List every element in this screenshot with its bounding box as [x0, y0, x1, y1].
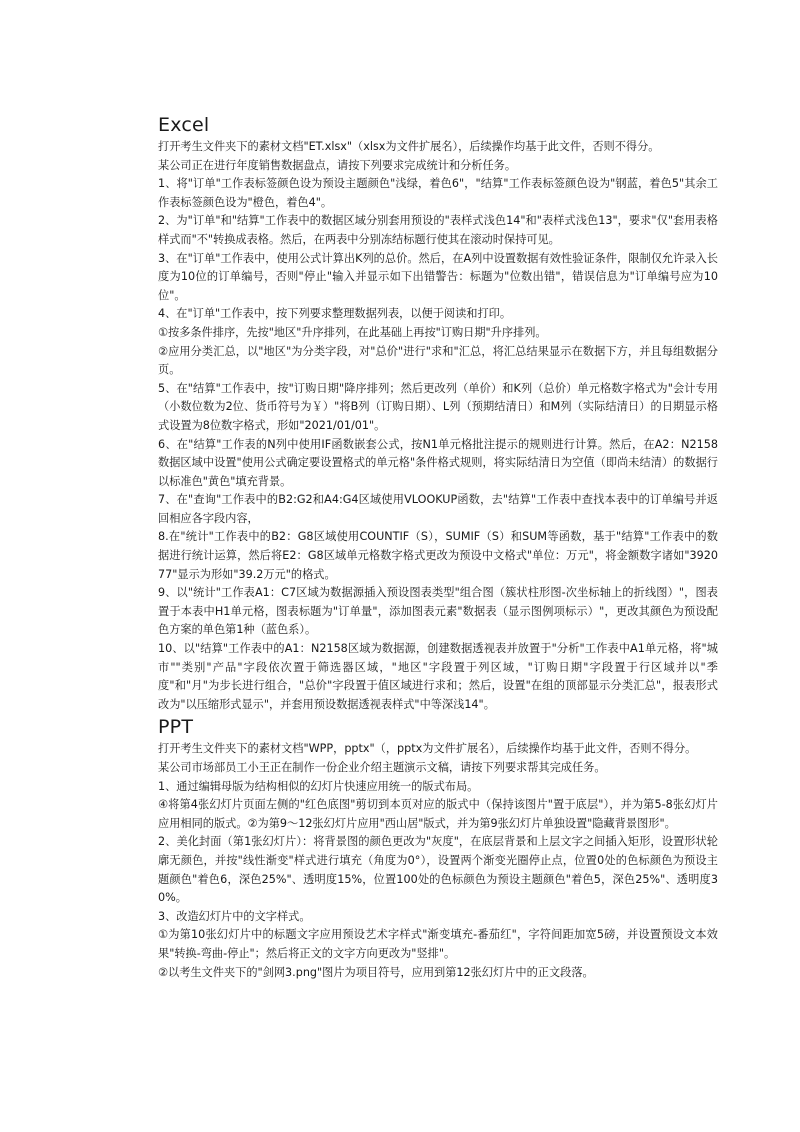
excel-paragraph: 10、以"结算"工作表中的A1：N2158区域为数据源，创建数据透视表并放置于"分析"工作表中A1单元格，将"城市""类别"产品"字段依次置于筛选器区域，"地区"字段置于列区域，"订购日期"字段置于行区域并以"季度"和"月"为步长进行组合，"总价"字段置于值区域进行求和；然后，设置"在组的顶部显示分类汇总"，报表形式改为"以压缩形式显示"，并套用预设数据透视表样式"中等深浅14"。 [158, 642, 718, 711]
excel-paragraph: 6、在"结算"工作表的N列中使用IF函数嵌套公式，按N1单元格批注提示的规则进行计算。然后，在A2：N2158数据区域中设置"使用公式确定要设置格式的单元格"条件格式规则，将实际结清日为空值（即尚未结清）的数据行以标准色"黄色"填充背景。 [158, 437, 718, 488]
ppt-paragraph: 1、通过编辑母版为结构相似的幻灯片快速应用统一的版式布局。 [158, 779, 479, 793]
excel-paragraph: ②应用分类汇总，以"地区"为分类字段，对"总价"进行"求和"汇总，将汇总结果显示在数据下方，并且每组数据分页。 [158, 344, 718, 377]
excel-paragraph: 1、将"订单"工作表标签颜色设为预设主题颜色"浅绿，着色6"，"结算"工作表标签颜色设为"钢蓝，着色5"其余工作表标签颜色设为"橙色，着色4"。 [158, 177, 718, 209]
excel-section-title: Excel [158, 114, 210, 136]
document-body [158, 112, 718, 982]
ppt-paragraph: 某公司市场部员工小王正在制作一份企业介绍主题演示文稿，请按下列要求帮其完成任务。 [158, 761, 606, 774]
excel-paragraph: 某公司正在进行年度销售数据盘点，请按下列要求完成统计和分析任务。 [158, 158, 517, 172]
excel-paragraph: 8.在"统计"工作表中的B2：G8区域使用COUNTIF（S），SUMIF（S）和SUM等函数，基于"结算"工作表中的数据进行统计运算，然后将E2：G8区域单元格数字格式更改为预设中文格式"单位：万元"，将金额数字诸如"392077"显示为形如"39.2万元"的格式。 [158, 530, 718, 581]
ppt-paragraph: 2、美化封面（第1张幻灯片）：将背景图的颜色更改为"灰度"，在底层背景和上层文字之间插入矩形，设置形状轮廓无颜色，并按"线性渐变"样式进行填充（角度为0°），设置两个渐变光圈停止点，位置0处的色标颜色为预设主题颜色"着色6，深色25%"、透明度15%，位置100处的色标颜色为预设主题颜色"着色5，深色25%"、透明度30%。 [158, 835, 718, 905]
ppt-section-title: PPT [158, 716, 194, 739]
ppt-paragraph: ②以考生文件夹下的"剑网3.png"图片为项目符号，应用到第12张幻灯片中的正文段落。 [158, 965, 594, 979]
excel-paragraph: 7、在"查询"工作表中的B2:G2和A4:G4区域使用VLOOKUP函数，去"结算"工作表中查找本表中的订单编号并返回相应各字段内容， [158, 493, 718, 525]
ppt-paragraph: 打开考生文件夹下的素材文档"WPP，pptx"（，pptx为文件扩展名），后续操作均基于此文件，否则不得分。 [158, 742, 697, 756]
ppt-paragraph: ①为第10张幻灯片中的标题文字应用预设艺术字样式"渐变填充-番茄红"，字符间距加宽5磅，并设置预设文本效果"转换-弯曲-停止"；然后将正文的文字方向更改为"竖排"。 [158, 928, 718, 960]
excel-paragraph: 2、为"订单"和"结算"工作表中的数据区域分别套用预设的"表样式浅色14"和"表样式浅色13"，要求"仅"套用表格样式而"不"转换成表格。然后，在两表中分别冻结标题行使其在滚动时保持可见。 [158, 214, 718, 246]
excel-paragraph: 9、以"统计"工作表A1：C7区域为数据源插入预设图表类型"组合图（簇状柱形图-次坐标轴上的折线图）"，图表置于本表中H1单元格，图表标题为"订单量"，添加图表元素"数据表（显示图例项标示）"，更改其颜色为预设配色方案的单色第1种（蓝色系）。 [158, 586, 718, 637]
ppt-paragraph: 3、改造幻灯片中的文字样式。 [158, 909, 311, 923]
excel-paragraph: 5、在"结算"工作表中，按"订购日期"降序排列；然后更改列（单价）和K列（总价）单元格数字格式为"会计专用（小数位数为2位、货币符号为￥）"将B列（订购日期）、L列（预期结清日）和M列（实际结清日）的日期显示格式设置为8位数字格式，形如"2021/01/01"。 [158, 381, 718, 432]
ppt-paragraph: ④将第4张幻灯片页面左侧的"红色底图"剪切到本页对应的版式中（保持该图片"置于底层"），并为第5-8张幻灯片应用相同的版式。②为第9～12张幻灯片应用"西山居"版式，并为第9张幻灯片单独设置"隐藏背景图形"。 [158, 798, 718, 830]
excel-paragraph: ①按多条件排序，先按"地区"升序排列，在此基础上再按"订购日期"升序排列。 [158, 325, 547, 339]
excel-paragraph: 3、在"订单"工作表中，使用公式计算出K列的总价。然后，在A列中设置数据有效性验证条件，限制仅允许录入长度为10位的订单编号，否则"停止"输入并显示如下出错警告：标题为"位数出错"，错误信息为"订单编号应为10位"。 [158, 251, 718, 302]
excel-paragraph: 4、在"订单"工作表中，按下列要求整理数据列表，以便于阅读和打印。 [158, 307, 512, 321]
excel-paragraph: 打开考生文件夹下的素材文档"ET.xlsx"（xlsx为文件扩展名），后续操作均基于此文件，否则不得分。 [158, 140, 660, 153]
